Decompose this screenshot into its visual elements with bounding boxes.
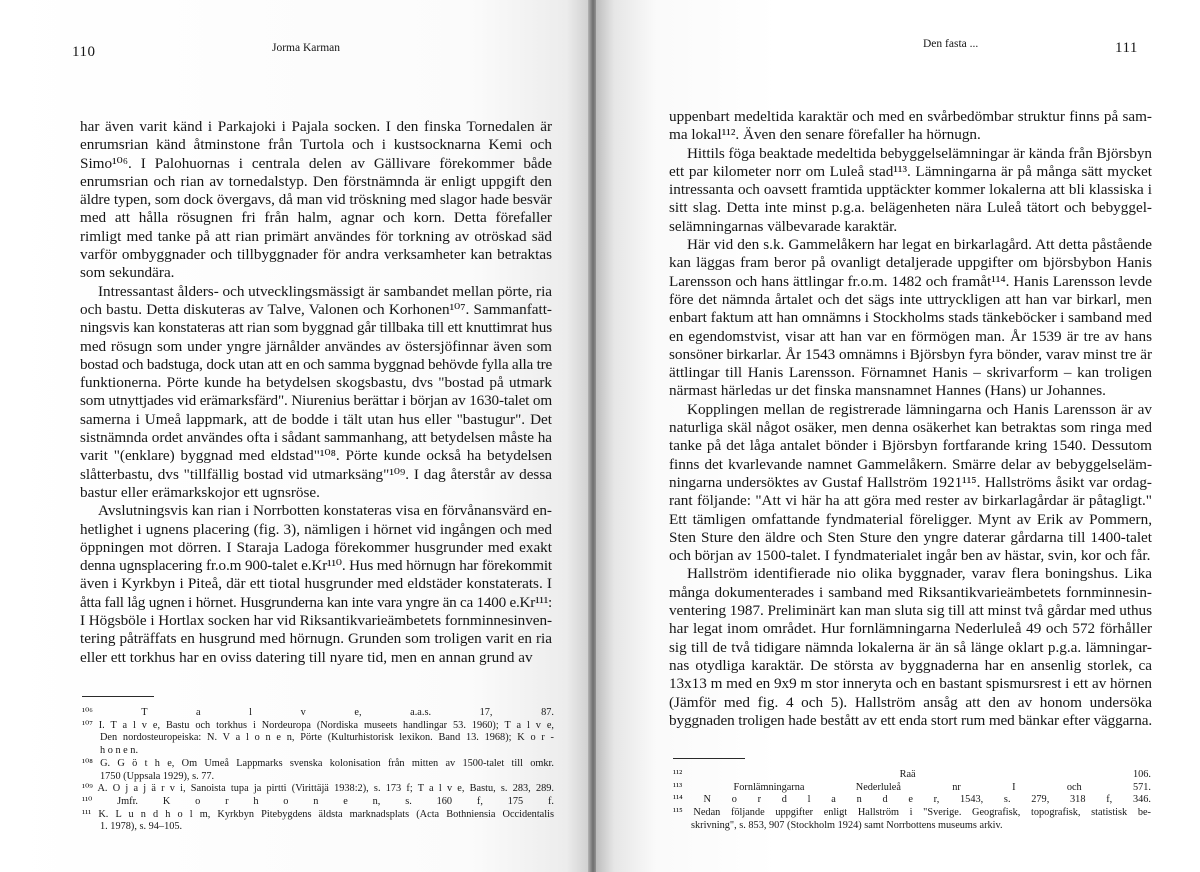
page-number: 110 xyxy=(72,44,96,60)
text-line: rant följande: "Att vi här ha att göra med rester av birkarlagårdar är påtagligt." xyxy=(669,492,1152,510)
text-line: hetlighet i ugnens placering (fig. 3), nämligen i hörnet vid ingången och med xyxy=(80,520,552,538)
text-line: tanke på det låga antalet bönder i Björsbyn fortfarande kring 1540. Dessutom xyxy=(669,437,1152,455)
text-line: sig till de två tidigare nämnda lokalerna är än så länge oklart p.g.a. lämningar- xyxy=(669,638,1152,656)
text-line: samerna i Umeå lappmark, att de bodde i tält utan hus eller "bastugur". Det xyxy=(80,410,552,428)
text-line: har legat inom området. Hur fornlämningarna Nederluleå 49 och 572 förhåller xyxy=(669,620,1152,638)
footnote-line: ¹¹² Raä 106. xyxy=(673,769,1151,780)
text-line: byggnaden troligen hade bestått av ett enda stort rum med bänkar efter väggarna. xyxy=(669,711,1152,729)
text-line: och bastu. Detta diskuteras av Talve, Valonen och Korhonen¹⁰⁷. Sammanfatt- xyxy=(80,300,552,318)
text-line: I Högsböle i Hortlax socken har vid Riksantikvarieämbetets fornminnesinven- xyxy=(80,612,552,630)
text-line: bastur eller erämarkskojor ett ugnsröse. xyxy=(80,483,320,501)
text-line: enrumsrian känd åtminstone från Turtola och i kustsocknarna Kemi och xyxy=(80,136,552,154)
footnote-line: Den nordosteuropeiska: N. V a l o n e n, Pörte (Kulturhistorisk lexikon. Band 13. 1968); K o r - xyxy=(100,732,554,744)
body-text xyxy=(80,118,552,667)
text-line: har även varit känd i Parkajoki i Pajala socken. I den finska Tornedalen är xyxy=(80,118,552,135)
text-line: ett par kilometer norr om Luleå stad¹¹³. Lämningarna är på många sätt mycket xyxy=(669,162,1152,180)
footnote-line: 1. 1978), s. 94–105. xyxy=(100,821,183,833)
text-line: många dokumenterades i samband med Riksantikvarieämbetets fornminnesin- xyxy=(669,583,1152,601)
text-line: enbart faktum att han omnämns i Stockholms stads tänkeböcker i samband med xyxy=(669,309,1152,327)
text-line: naturliga skäl något osäker, men denna osäkerhet kan betraktas som ringa med xyxy=(669,419,1152,437)
text-line: ningarna undersöktes av Gustaf Hallström 1921¹¹⁵. Hallströms åsikt var ordag- xyxy=(669,473,1152,491)
text-line: Intressantast ålders- och utvecklingsmässigt är sambandet mellan pörte, ria xyxy=(98,282,552,300)
page-number: 111 xyxy=(1115,40,1138,56)
text-line: Hittils föga beaktade medeltida bebyggelselämningar är kända från Björsbyn xyxy=(687,144,1152,162)
text-line: Simo¹⁰⁶. I Palohuornas i centrala delen av Gällivare förekommer både xyxy=(80,154,552,172)
footnote-line: ¹⁰⁸ G. G ö t h e, Om Umeå Lappmarks svenska kolonisation från mitten av 1500-talet till omkr. xyxy=(82,757,554,769)
text-line: även i Kyrkbyn i Piteå, där ett tiotal husgrunder med eldstäder konstaterats. I xyxy=(80,575,552,593)
footnote-line: 1750 (Uppsala 1929), s. 77. xyxy=(100,770,215,782)
footnote-line: ¹¹⁵ Nedan följande uppgifter enligt Hallström i "Sverige. Geografisk, topografisk, statistisk be- xyxy=(673,807,1151,819)
left-page xyxy=(0,0,590,872)
footnote-line: h o n e n. xyxy=(100,745,139,757)
text-line: Avslutningsvis kan rian i Norrbotten konstateras visa en förvånansvärd en- xyxy=(98,502,552,520)
text-line: kan läggas fram beror på ovanligt detaljerade uppgifter om björsbybon Hanis xyxy=(669,254,1152,272)
text-line: uppenbart medeltida karaktär och med en svårbedömbar struktur finns på sam- xyxy=(669,108,1152,125)
text-line: intressanta och oavsett framtida upptäckter kommer lokalerna att bli klassiska i xyxy=(669,181,1152,199)
text-line: ma lokal¹¹². Även den senare förefaller ha hörnugn. xyxy=(669,126,981,144)
text-line: bostad och badstuga, dock utan att en och samma byggnad behövde fylla alla tre xyxy=(80,355,552,373)
text-line: denna ugnsplacering fr.o.m 900-talet e.Kr¹¹⁰. Hus med hörnugn har förekommit xyxy=(80,557,552,575)
footnote-line: ¹¹³ Fornlämningarna Nederluleå nr I och 571. xyxy=(673,781,1151,793)
footnote-line: skrivning", s. 853, 907 (Stockholm 1924) samt Norrbottens museums arkiv. xyxy=(691,819,1003,831)
text-line: sistnämnda ordet användes ofta i sådant sammanhang, att betydelsen måste ha xyxy=(80,429,552,447)
text-line: ventering 1987. Preliminärt kan man sluta sig till att minst två gårdar med uthus xyxy=(669,602,1152,620)
text-line: som utnyttjades vid erämarksfärd". Niurenius berättar i början av 1630-talet om xyxy=(80,392,552,410)
text-line: äldre typen, som dock övergavs, då man vid tröskning med slagor hade besvär xyxy=(80,191,552,209)
footnote-rule xyxy=(673,758,745,759)
text-line: Hallström identifierade nio olika byggnader, varav flera boningshus. Lika xyxy=(687,565,1152,583)
footnote-rule xyxy=(82,696,154,697)
text-line: tering påträffats en husgrund med hörnugn. Grunden som troligen varit en ria xyxy=(80,630,552,648)
text-line: åtta fall låg ugnen i hörnet. Husgrunderna kan inte vara yngre än ca 1400 e.Kr¹¹¹: xyxy=(80,593,552,611)
footnote-line: ¹⁰⁹ A. O j a j ä r v i, Sanoista tupa ja pirtti (Virittäjä 1938:2), s. 173 f; T a l v e, Bastu, s. 283, 289. xyxy=(82,783,554,795)
text-line: varför ombyggnader och tillbyggnader för andra verksamheter kan betraktas xyxy=(80,246,552,264)
text-line: som sekundära. xyxy=(80,264,175,282)
text-line: ningsvis kan konstateras att rian som byggnad går tillbaka till ett knuttimrat hus xyxy=(80,319,552,337)
text-line: öppningen mot dörren. I Staraja Ladoga förekommer husgrunder med exakt xyxy=(80,538,552,556)
text-line: funktionerna. Pörte kunde ha betydelsen skogsbastu, dvs "bostad på utmark xyxy=(80,374,552,392)
text-line: med att hålla rösugnen fri från halm, agnar och korn. Detta förefaller xyxy=(80,209,552,227)
text-line: med rösugn som under yngre järnålder användes av östersjöfinnar även som xyxy=(80,337,552,355)
text-line: Sten Sture den äldre och Sten Sture den yngre daterar gårdarna till 1400-talet xyxy=(669,528,1152,546)
text-line: Kopplingen mellan de registrerade lämningarna och Hanis Larensson är av xyxy=(687,400,1152,418)
footnote-line: ¹¹⁴ N o r d l a n d e r, 1543, s. 279, 318 f, 346. xyxy=(673,794,1151,806)
text-line: (Jämför med fig. 4 och 5). Hallström ansåg att den av honom undersöka xyxy=(669,693,1152,711)
text-line: rimligt med tanke på att rian primärt användes för torkning av otröskad säd xyxy=(80,227,552,245)
text-line: nas otydliga karaktär. De största av byggnaderna har en ansenlig storlek, ca xyxy=(669,656,1152,674)
text-line: Ett tämligen omfattande fyndmaterial föreligger. Mynt av Erik av Pommern, xyxy=(669,510,1152,528)
text-line: och början av 1500-talet. I fyndmaterialet ingår ben av hästar, svin, kor och får. xyxy=(669,547,1151,565)
text-line: Här vid den s.k. Gammelåkern har legat en birkarlagård. Att detta påstående xyxy=(687,236,1152,254)
text-line: 13x13 m med en 9x9 m stor inneryta och en bastant spismursrest i ett av hörnen xyxy=(669,675,1152,693)
footnotes xyxy=(673,769,1151,833)
footnote-line: ¹⁰⁶ T a l v e, a.a.s. 17, 87. xyxy=(82,707,554,718)
text-line: finns det kvarlevande namnet Gammelåkern. Smärre delar av bebyggelseläm- xyxy=(669,455,1152,473)
text-line: varit "(enklare) byggnad med eldstad"¹⁰⁸. Pörte kunde också ha betydelsen xyxy=(80,447,552,465)
text-line: en egendomstvist, visar att han var en förmögen man. År 1539 är tre av hans xyxy=(669,327,1152,345)
footnote-line: ¹¹¹ K. L u n d h o l m, Kyrkbyn Pitebygdens äldsta marknadsplats (Acta Bothniensia Occidentalis xyxy=(82,808,554,820)
text-line: sonsöner birkarlar. År 1543 omnämns i Björsbyn fyra bönder, varav minst tre är xyxy=(669,345,1152,363)
text-line: Larensson och hans ättlingar fr.o.m. 1482 och framåt¹¹⁴. Hanis Larensson levde xyxy=(669,272,1152,290)
footnotes xyxy=(82,707,554,834)
text-line: selämningarnas välbevarade karaktär. xyxy=(669,217,898,235)
text-line: ättlingar till Hanis Larensson. Förnamnet Hanis – skrivarform – kan troligen xyxy=(669,364,1152,382)
text-line: eller ett torkhus har en oviss datering till nyare tid, men en annan grund av xyxy=(80,648,533,666)
text-line: slåtterbastu, dvs "tillfällig bostad vid utmarksäng"¹⁰⁹. I dag återstår av dessa xyxy=(80,465,552,483)
text-line: enrumsrian och rian av tornedalstyp. Den förstnämnda är enligt uppgift den xyxy=(80,172,552,190)
running-head: Jorma Karman xyxy=(272,42,341,54)
body-text xyxy=(669,108,1152,730)
text-line: sitt slag. Detta inte minst p.g.a. belägenheten nära Luleå tätort och bebyggel- xyxy=(669,199,1152,217)
running-head: Den fasta ... xyxy=(923,38,979,50)
text-line: närmast härledas ur det finska mansnamnet Hannes (Hans) ur Johannes. xyxy=(669,382,1106,400)
text-line: före det nämnda årtalet och det sägs inte uttryckligen att han var birkarl, men xyxy=(669,290,1152,308)
footnote-line: ¹⁰⁷ I. T a l v e, Bastu och torkhus i Nordeuropa (Nordiska museets handlingar 53. 1960); T a l v e, xyxy=(82,719,554,731)
right-page xyxy=(596,0,1200,872)
footnote-line: ¹¹⁰ Jmfr. K o r h o n e n, s. 160 f, 175 f. xyxy=(82,795,554,807)
